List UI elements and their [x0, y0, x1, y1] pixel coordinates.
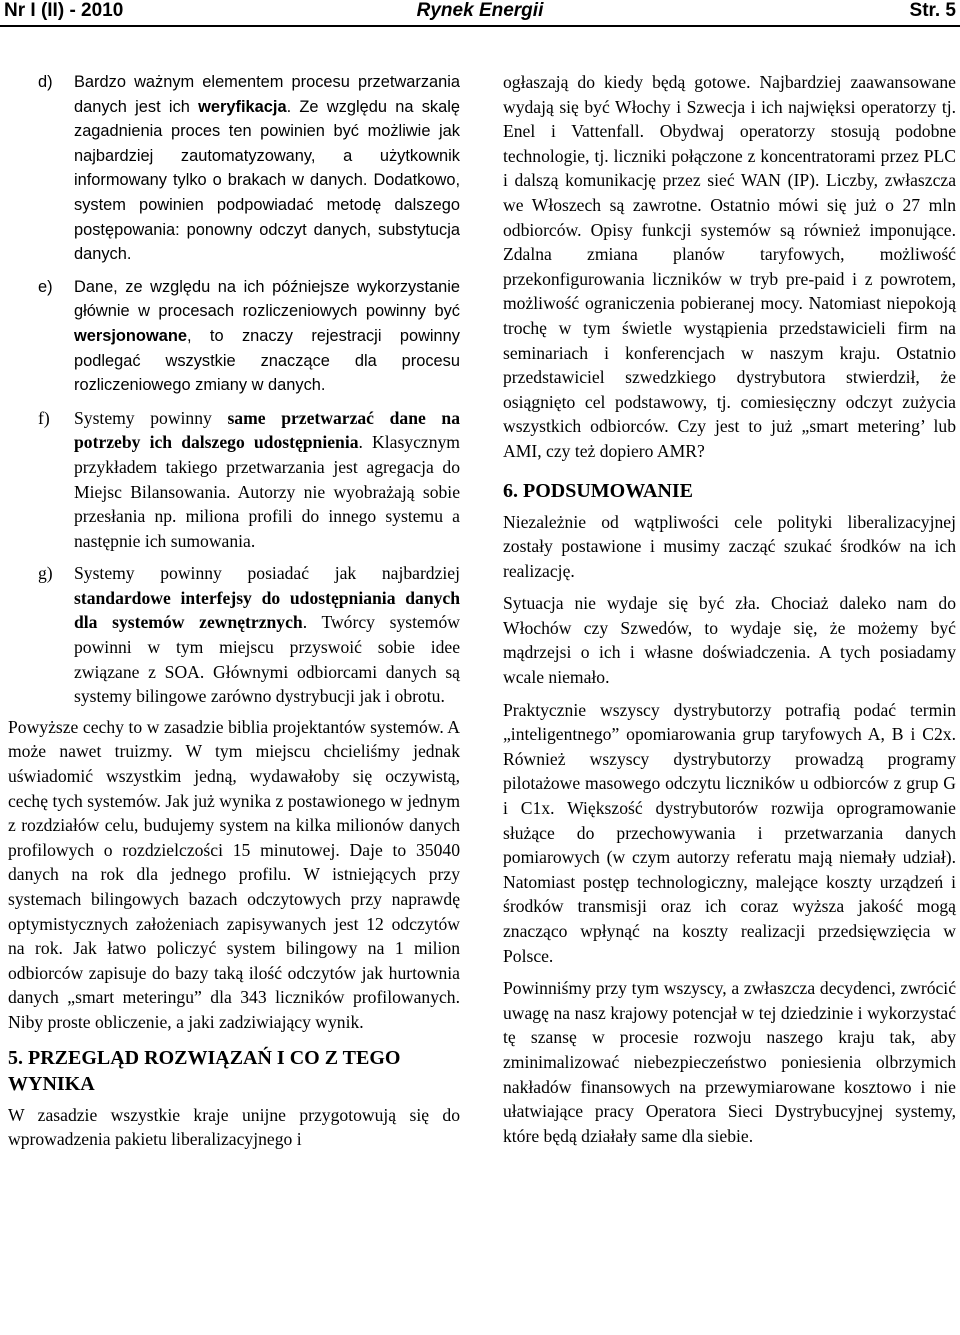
list-label: f) — [38, 407, 50, 428]
list-item-f: f) Systemy powinny same przetwarzać dane na potrzeby ich dalszego udostępnienia. Klasycznym przykładem takiego przetwarzania jest agregacja do Miejsc Bilansowania. Autorzy nie wyobrażają sobie przesłania np. miliona profili do innego systemu a następnie ich sumowania. — [38, 407, 461, 551]
issue-number: Nr I (II) - 2010 — [4, 0, 124, 21]
list-item-e: e) Dane, ze względu na ich późniejsze wykorzystanie głównie w procesach rozliczeniowych powinny być wersjonowane, to znaczy rejestracji powinny podlegać wszystkie znaczące dla procesu rozliczeniowego zmiany w danych. — [8, 275, 460, 398]
emphasis: standardowe interfejsy do udostępniania danych dla systemów zewnętrznych — [74, 587, 460, 633]
body-paragraph: Sytuacja nie wydaje się być zła. Chociaż daleko nam do Włochów czy Szwedów, to wydaje się, że możemy być mądrzejsi o ich i własne doświadczenia. A tych posiadamy wcale niemało. — [503, 593, 956, 688]
left-column — [8, 70, 460, 1152]
list-label: g) — [38, 563, 53, 584]
emphasis: wersjonowane — [74, 326, 187, 345]
body-paragraph: Powinniśmy przy tym wszyscy, a zwłaszcza decydenci, zwrócić uwagę na nasz krajowy potencjał w tej dziedzinie i wykorzystać tę szansę w procesie rozwoju naszego kraju tak, aby zminimalizować niebezpieczeństwo poniesienia olbrzymich nakładów finansowych na przewymiarowane kosztowo i nie ułatwiające pracy Operatora Sieci Dystrybucyjnej systemy, które będą działały same dla siebie. — [503, 978, 956, 1146]
list-label: e) — [38, 277, 53, 296]
header-rule — [0, 25, 960, 27]
right-column — [503, 70, 956, 1148]
body-paragraph: Praktycznie wszyscy dystrybutorzy potrafią podać termin „inteligentnego” opomiarowania grup taryfowych A, B i C2x. Również wszyscy dystrybutorzy prowadzą programy pilotażowe masowego odczytu liczników u odbiorców z grup G i C1x. Większość dystrybutorów rozwija oprogramowanie służące do przechowywania i przetwarzania danych pomiarowych (w czym autorzy referatu mają niemały udział). Natomiast postęp technologiczny, malejące koszty urządzeń i środków transmisji oraz ich coraz wyższa jakość mogą znacząco wpłynąć na koszty realizacji przedsięwzięcia w Polsce. — [503, 699, 956, 966]
list-label: d) — [38, 73, 53, 91]
body-paragraph: Niezależnie od wątpliwości cele polityki liberalizacyjnej zostały postawione i musimy zacząć szukać środków na ich realizację. — [503, 511, 956, 581]
body-paragraph: Powyższe cechy to w zasadzie biblia projektantów systemów. A może nawet truizmy. W tym miejscu chcieliśmy jednak uświadomić wszystkim jedną, wydawałoby się oczywistą, cechę tych systemów. Jak już wynika z postawionego w jednym z rozdziałów celu, budujemy system na kilka milionów danych profilowych o rozdzielczości 15 minutowej. Daje to 35040 danych na rok dla jednego profilu. W istniejących przy systemach bilingowych bazach odczytowych przy naprawdę optymistycznych założeniach zapisywanych jest 12 odczytów na rok. Jak łatwo policzyć system bilingowy na 1 milion odbiorców zapisuje do bazy taką ilość odczytów jak hurtownia danych „smart meteringu” dla 343 liczników profilowanych. Niby proste obliczenie, a jaki zadziwiający wynik. — [8, 716, 460, 1032]
section-heading-5: 5. PRZEGLĄD ROZWIĄZAŃ I CO Z TEGO WYNIKA — [8, 1046, 401, 1095]
journal-title: Rynek Energii — [416, 0, 544, 21]
list-item-g: g) Systemy powinny posiadać jak najbardziej standardowe interfejsy do udostępniania danych dla systemów zewnętrznych. Twórcy systemów powinni w tym miejscu przyswoić sobie idee związane z SOA. Głównymi odbiorcami danych są systemy bilingowe zarówno dystrybucji jak i obrotu. — [38, 563, 460, 707]
page-number: Str. 5 — [909, 0, 956, 21]
section-heading-6: 6. PODSUMOWANIE — [503, 479, 694, 502]
page-header — [0, 0, 960, 22]
emphasis: weryfikacja — [198, 97, 287, 116]
body-paragraph: ogłaszają do kiedy będą gotowe. Najbardziej zaawansowane wydają się być Włochy i Szwecja i ich najwięksi operatorzy tj. Enel i Vattenfall. Obydwaj operatorzy stosują podobne technologie, tj. liczniki połączone z koncentratorami przez PLC i dalszą komunikację przez sieć WAN (IP). Liczby, zwłaszcza we Włoszech są zawrotne. Ostatnio mówi się już o 27 mln odbiorców. Opisy funkcji systemów są również imponujące. Zdalna zmiana planów taryfowych, możliwość przekonfigurowania liczników w tryb pre-paid i z powrotem, możliwość ograniczenia pobieranej mocy. Natomiast niepokoją trochę w tym świetle wystąpienia przedstawicieli firm na seminariach i konferencjach w naszym kraju. Ostatnio przedstawiciel szwedzkiego dystrybutora stwierdził, że osiągnięto cel podstawowy, tj. comiesięczny odczyt zużycia wszystkich odbiorców. Czy jest to już „smart metering’ lub AMI, czy też dopiero AMR? — [503, 72, 956, 461]
emphasis: same przetwarzać dane na potrzeby ich dalszego udostępnienia — [74, 407, 461, 453]
list-item-d: d) Bardzo ważnym elementem procesu przetwarzania danych jest ich weryfikacja. Ze względu na skalę zagadnienia proces ten powinien być możliwie jak najbardziej zautomatyzowany, a użytkownik informowany tylko o brakach w danych. Dodatkowo, system powinien podpowiadać metodę dalszego postępowania: ponowny odczyt danych, substytucja danych. — [8, 70, 460, 267]
body-paragraph: W zasadzie wszystkie kraje unijne przygotowują się do wprowadzenia pakietu liberalizacyjnego i — [8, 1104, 460, 1150]
